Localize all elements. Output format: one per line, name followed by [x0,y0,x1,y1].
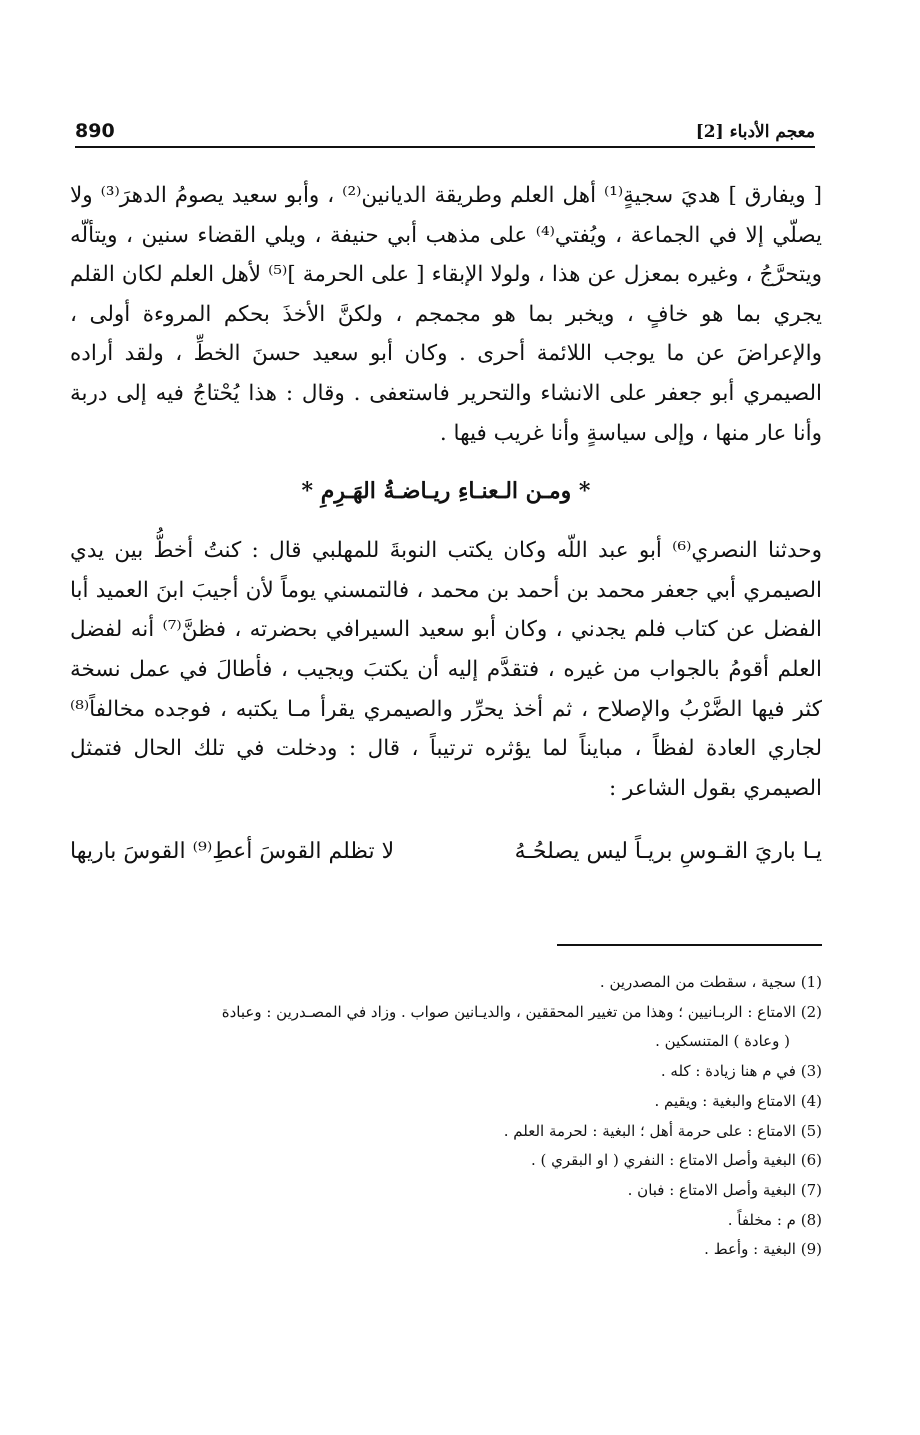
footnote: (8) م : مخلفاً . [727,1210,822,1229]
footnote: (3) في م هنا زيادة : كله . [660,1062,822,1081]
footnote: (7) البغية وأصل الامتاع : فبان . [627,1180,822,1199]
poem-verse [70,832,822,872]
paragraph-1: [ ويفارق ] هديَ سجيةٍ⁽¹⁾ أهل العلم وطريقة الديانين⁽²⁾ ، وأبو سعيد يصومُ الدهرَ⁽³⁾ ولا يصلّي إلا في الجماعة ، ويُفتي⁽⁴⁾ على مذهب أبي حنيفة ، ويلي القضاء سنين ، ويتألّه ويتحرَّجُ ، وغيره بمعزل عن هذا ، ولولا الإبقاء [ على الحرمة ]⁽⁵⁾ لأهل العلم لكان القلم يجري بما هو خافٍ ، ويخبر بما هو مجمجم ، ولكنَّ الأخذَ بحكم المروءة أولى ، والإعراضَ عن ما يوجب اللائمة أحرى . وكان أبو سعيد حسنَ الخطِّ ، ولقد أراده الصيمري أبو جعفر على الانشاء والتحرير فاستعفى . وقال : هذا يُحْتاجُ فيه إلى دربة وأنا عار منها ، وإلى سياسةٍ وأنا غريب فيها . [70,183,822,446]
running-title: معجم الأدباء [2] [695,122,815,142]
verse-first-hemistich: يـا باريَ القـوسِ بريـاً ليس يصلحُـهُ [514,839,822,865]
footnote: (2) الامتاع : الربـانيين ؛ وهذا من تغيير المحققين ، والديـانين صواب . وزاد في المصـدرين : وعبادة [221,1002,822,1021]
paragraph-2: وحدثنا النصري⁽⁶⁾ أبو عبد اللّه وكان يكتب النوبةَ للمهلبي قال : كنتُ أخطُّ بين يدي الصيمري أبي جعفر محمد بن أحمد بن محمد ، فالتمسني يوماً لأن أجيبَ ابنَ العميد أبا الفضل عن كتاب فلم يجدني ، وكان أبو سعيد السيرافي بحضرته ، فظنَّ⁽⁷⁾ أنه لفضل العلم أقومُ بالجواب من غيره ، فتقدَّم إليه أن يكتبَ ويجيب ، فأطالَ في عمل نسخة كثر فيها الضَّرْبُ والإصلاح ، ثم أخذ يحرِّر والصيمري يقرأ مـا يكتبه ، فوجده مخالفاً⁽⁸⁾ لجاري العادة لفظاً ، مبايناً لما يؤثره ترتيباً ، قال : ودخلت في تلك الحال فتمثل الصيمري بقول الشاعر : [70,538,822,801]
main-text [70,176,822,872]
footnote: (4) الامتاع والبغية : ويقيم . [654,1091,822,1110]
page-number: 890 [75,120,115,142]
footnote: (9) البغية : وأعط . [704,1240,822,1259]
footnote: (5) الامتاع : على حرمة أهل ؛ البغية : لحرمة العلم . [503,1121,822,1140]
footnote: (1) سجية ، سقطت من المصدرين . [599,973,822,991]
footnote-continuation: ( وعادة ) المتنسكين . [655,1032,790,1051]
footnote: (6) البغية وأصل الامتاع : النفري ( او البقري ) . [531,1151,822,1170]
page-header [75,112,815,148]
section-heading: * ومـن الـعنـاءِ ريـاضـةُ الهَـرِمِ * [301,478,591,505]
footnote-divider [557,944,822,946]
verse-second-hemistich: لا تظلم القوسَ أعطِ⁽⁹⁾ القوسَ باريها [70,839,395,865]
footnotes [70,968,822,1265]
